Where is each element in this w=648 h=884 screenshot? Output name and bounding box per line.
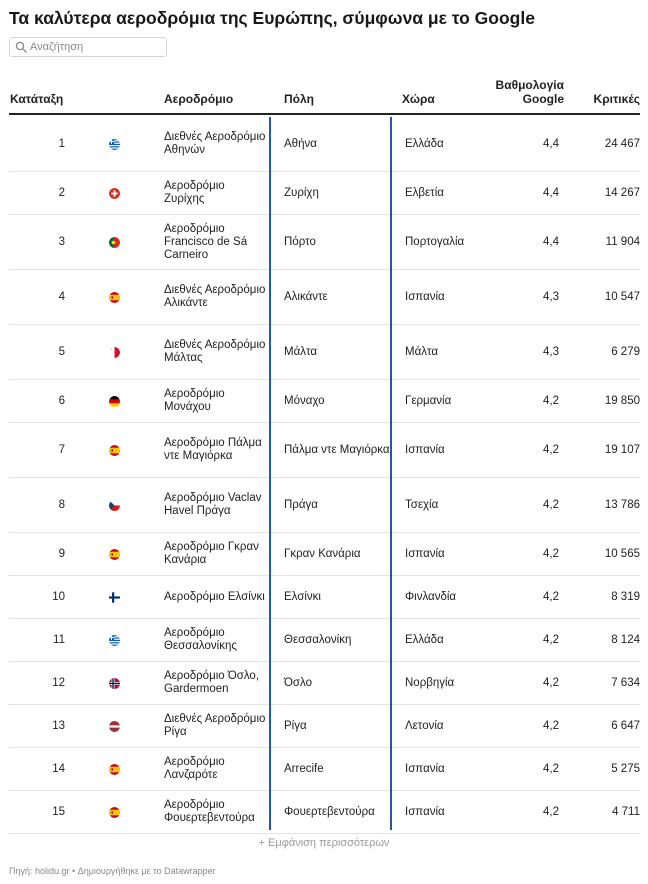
- czechia-flag-icon: [109, 500, 120, 511]
- city-cell: Ζυρίχη: [284, 186, 319, 199]
- table-header: [9, 76, 640, 115]
- rank-cell: 10: [52, 590, 65, 603]
- source-footer: Πηγή: holidu.gr • Δημιουργήθηκε με το Datawrapper: [9, 866, 216, 876]
- flag-cell: [107, 478, 121, 532]
- rank-cell: 3: [58, 235, 65, 248]
- flag-cell: [107, 576, 121, 618]
- country-cell: Ισπανία: [405, 547, 445, 560]
- portugal-flag-icon: [109, 237, 120, 248]
- reviews-cell: 8 319: [611, 590, 640, 603]
- table-row: [9, 619, 640, 662]
- rating-cell: 4,2: [543, 547, 559, 560]
- reviews-cell: 14 267: [604, 186, 640, 199]
- rating-cell: 4,2: [543, 498, 559, 511]
- rating-cell: 4,4: [543, 137, 559, 150]
- airport-cell: Αεροδρόμιο Vaclav Havel Πράγα: [164, 492, 262, 517]
- city-cell: Φουερτεβεντούρα: [284, 805, 375, 818]
- greece-flag-icon: [109, 635, 120, 646]
- flag-cell: [107, 215, 121, 269]
- rank-cell: 2: [58, 186, 65, 199]
- airport-cell: Αεροδρόμιο Γκραν Κανάρια: [164, 541, 259, 566]
- airport-cell: Αεροδρόμιο Ελσίνκι: [164, 590, 265, 603]
- city-cell: Πάλμα ντε Μαγιόρκα: [284, 443, 390, 456]
- rank-cell: 15: [52, 805, 65, 818]
- rank-cell: 7: [58, 443, 65, 456]
- airport-cell: Διεθνές Αεροδρόμιο Αθηνών: [164, 131, 266, 156]
- rating-cell: 4,2: [543, 762, 559, 775]
- flag-cell: [107, 325, 121, 379]
- reviews-cell: 10 565: [604, 547, 640, 560]
- page-title: Τα καλύτερα αεροδρόμια της Ευρώπης, σύμφωνα με το Google: [9, 8, 535, 28]
- flag-cell: [107, 380, 121, 422]
- reviews-cell: 13 786: [604, 498, 640, 511]
- table-row: [9, 791, 640, 834]
- city-cell: Πόρτο: [284, 235, 316, 248]
- flag-cell: [107, 270, 121, 324]
- airport-cell: Αεροδρόμιο Λανζαρότε: [164, 756, 225, 781]
- spain-flag-icon: [109, 764, 120, 775]
- spain-flag-icon: [109, 549, 120, 560]
- reviews-cell: 19 850: [604, 394, 640, 407]
- rating-cell: 4,2: [543, 590, 559, 603]
- airport-cell: Αεροδρόμιο Francisco de Sá Carneiro: [164, 222, 248, 261]
- rating-cell: 4,2: [543, 805, 559, 818]
- header-reviews[interactable]: Κριτικές: [593, 92, 640, 106]
- rating-cell: 4,4: [543, 186, 559, 199]
- rank-cell: 8: [58, 498, 65, 511]
- table-row: [9, 380, 640, 423]
- country-cell: Νορβηγία: [405, 676, 455, 689]
- reviews-cell: 11 904: [605, 235, 640, 248]
- greece-flag-icon: [109, 139, 120, 150]
- flag-cell: [107, 662, 121, 704]
- country-cell: Λετονία: [405, 719, 444, 732]
- reviews-cell: 6 647: [611, 719, 640, 732]
- rating-cell: 4,2: [543, 676, 559, 689]
- table-row: [9, 270, 640, 325]
- flag-cell: [107, 117, 121, 171]
- city-cell: Ρίγα: [284, 719, 307, 732]
- airport-cell: Διεθνές Αεροδρόμιο Ρίγα: [164, 713, 266, 738]
- airport-cell: Αεροδρόμιο Όσλο, Gardermoen: [164, 670, 260, 695]
- airport-cell: Αεροδρόμιο Θεσσαλονίκης: [164, 627, 237, 652]
- city-cell: Αθήνα: [284, 137, 317, 150]
- rating-cell: 4,2: [543, 394, 559, 407]
- country-cell: Ελβετία: [405, 186, 444, 199]
- city-cell: Όσλο: [284, 676, 312, 689]
- city-cell: Ελσίνκι: [284, 590, 321, 603]
- airport-cell: Αεροδρόμιο Ζυρίχης: [164, 180, 225, 205]
- table-row: [9, 325, 640, 380]
- reviews-cell: 5 275: [611, 762, 640, 775]
- header-rating[interactable]: Βαθμολογία Google: [495, 78, 564, 106]
- country-cell: Ελλάδα: [405, 633, 444, 646]
- header-airport[interactable]: Αεροδρόμιο: [164, 92, 234, 106]
- airport-cell: Διεθνές Αεροδρόμιο Αλικάντε: [164, 284, 266, 309]
- germany-flag-icon: [109, 396, 120, 407]
- search-icon: [12, 38, 30, 56]
- table-row: [9, 705, 640, 748]
- table-row: [9, 662, 640, 705]
- spain-flag-icon: [109, 445, 120, 456]
- flag-cell: [107, 172, 121, 214]
- norway-flag-icon: [109, 678, 120, 689]
- rank-cell: 1: [58, 137, 65, 150]
- flag-cell: [107, 533, 121, 575]
- reviews-cell: 24 467: [604, 137, 640, 150]
- rating-cell: 4,2: [543, 633, 559, 646]
- finland-flag-icon: [109, 592, 120, 603]
- airport-cell: Αεροδρόμιο Πάλμα ντε Μαγιόρκα: [164, 437, 262, 462]
- rank-cell: 12: [52, 676, 65, 689]
- country-cell: Φινλανδία: [405, 590, 457, 603]
- table-row: [9, 172, 640, 215]
- airport-cell: Διεθνές Αεροδρόμιο Μάλτας: [164, 339, 266, 364]
- country-cell: Γερμανία: [405, 394, 452, 407]
- table-row: [9, 215, 640, 270]
- header-country[interactable]: Χώρα: [402, 92, 435, 106]
- spain-flag-icon: [109, 292, 120, 303]
- city-cell: Arrecife: [284, 762, 324, 775]
- rating-cell: 4,3: [543, 290, 559, 303]
- city-cell: Θεσσαλονίκη: [284, 633, 352, 646]
- city-cell: Μάλτα: [284, 345, 318, 358]
- country-cell: Ισπανία: [405, 805, 445, 818]
- table-body: [9, 117, 640, 834]
- column-divider: [390, 117, 392, 830]
- rank-cell: 9: [58, 547, 65, 560]
- column-divider: [269, 117, 271, 830]
- table-row: [9, 533, 640, 576]
- table-row: [9, 576, 640, 619]
- table-row: [9, 117, 640, 172]
- rank-cell: 14: [52, 762, 65, 775]
- rank-cell: 4: [58, 290, 65, 303]
- country-cell: Ελλάδα: [405, 137, 444, 150]
- country-cell: Τσεχία: [405, 498, 439, 511]
- rating-cell: 4,2: [543, 443, 559, 456]
- country-cell: Πορτογαλία: [405, 235, 465, 248]
- reviews-cell: 10 547: [604, 290, 640, 303]
- search-input[interactable]: [30, 41, 160, 53]
- header-city[interactable]: Πόλη: [284, 92, 314, 106]
- rank-cell: 5: [58, 345, 65, 358]
- flag-cell: [107, 748, 121, 790]
- rank-cell: 6: [58, 394, 65, 407]
- table-row: [9, 423, 640, 478]
- reviews-cell: 4 711: [612, 805, 640, 818]
- country-cell: Ισπανία: [405, 762, 445, 775]
- reviews-cell: 19 107: [604, 443, 640, 456]
- rating-cell: 4,4: [543, 235, 559, 248]
- search-box[interactable]: [9, 37, 167, 57]
- country-cell: Ισπανία: [405, 290, 445, 303]
- city-cell: Πράγα: [284, 498, 318, 511]
- rating-cell: 4,3: [543, 345, 559, 358]
- rank-cell: 11: [53, 633, 65, 646]
- show-more-button[interactable]: + Εμφάνιση περισσότερων: [258, 837, 390, 849]
- header-rank[interactable]: Κατάταξη: [10, 92, 64, 106]
- rank-cell: 13: [52, 719, 65, 732]
- latvia-flag-icon: [109, 721, 120, 732]
- switzerland-flag-icon: [109, 188, 120, 199]
- rating-cell: 4,2: [543, 719, 559, 732]
- spain-flag-icon: [109, 807, 120, 818]
- airport-cell: Αεροδρόμιο Μονάχου: [164, 388, 225, 413]
- flag-cell: [107, 705, 121, 747]
- flag-cell: [107, 791, 121, 833]
- reviews-cell: 7 634: [611, 676, 640, 689]
- flag-cell: [107, 619, 121, 661]
- reviews-cell: 8 124: [611, 633, 640, 646]
- table-row: [9, 748, 640, 791]
- malta-flag-icon: [109, 347, 120, 358]
- city-cell: Αλικάντε: [284, 290, 328, 303]
- reviews-cell: 6 279: [611, 345, 640, 358]
- country-cell: Ισπανία: [405, 443, 445, 456]
- flag-cell: [107, 423, 121, 477]
- table-row: [9, 478, 640, 533]
- airport-cell: Αεροδρόμιο Φουερτεβεντούρα: [164, 799, 255, 824]
- country-cell: Μάλτα: [405, 345, 439, 358]
- city-cell: Μόναχο: [284, 394, 325, 407]
- city-cell: Γκραν Κανάρια: [284, 547, 361, 560]
